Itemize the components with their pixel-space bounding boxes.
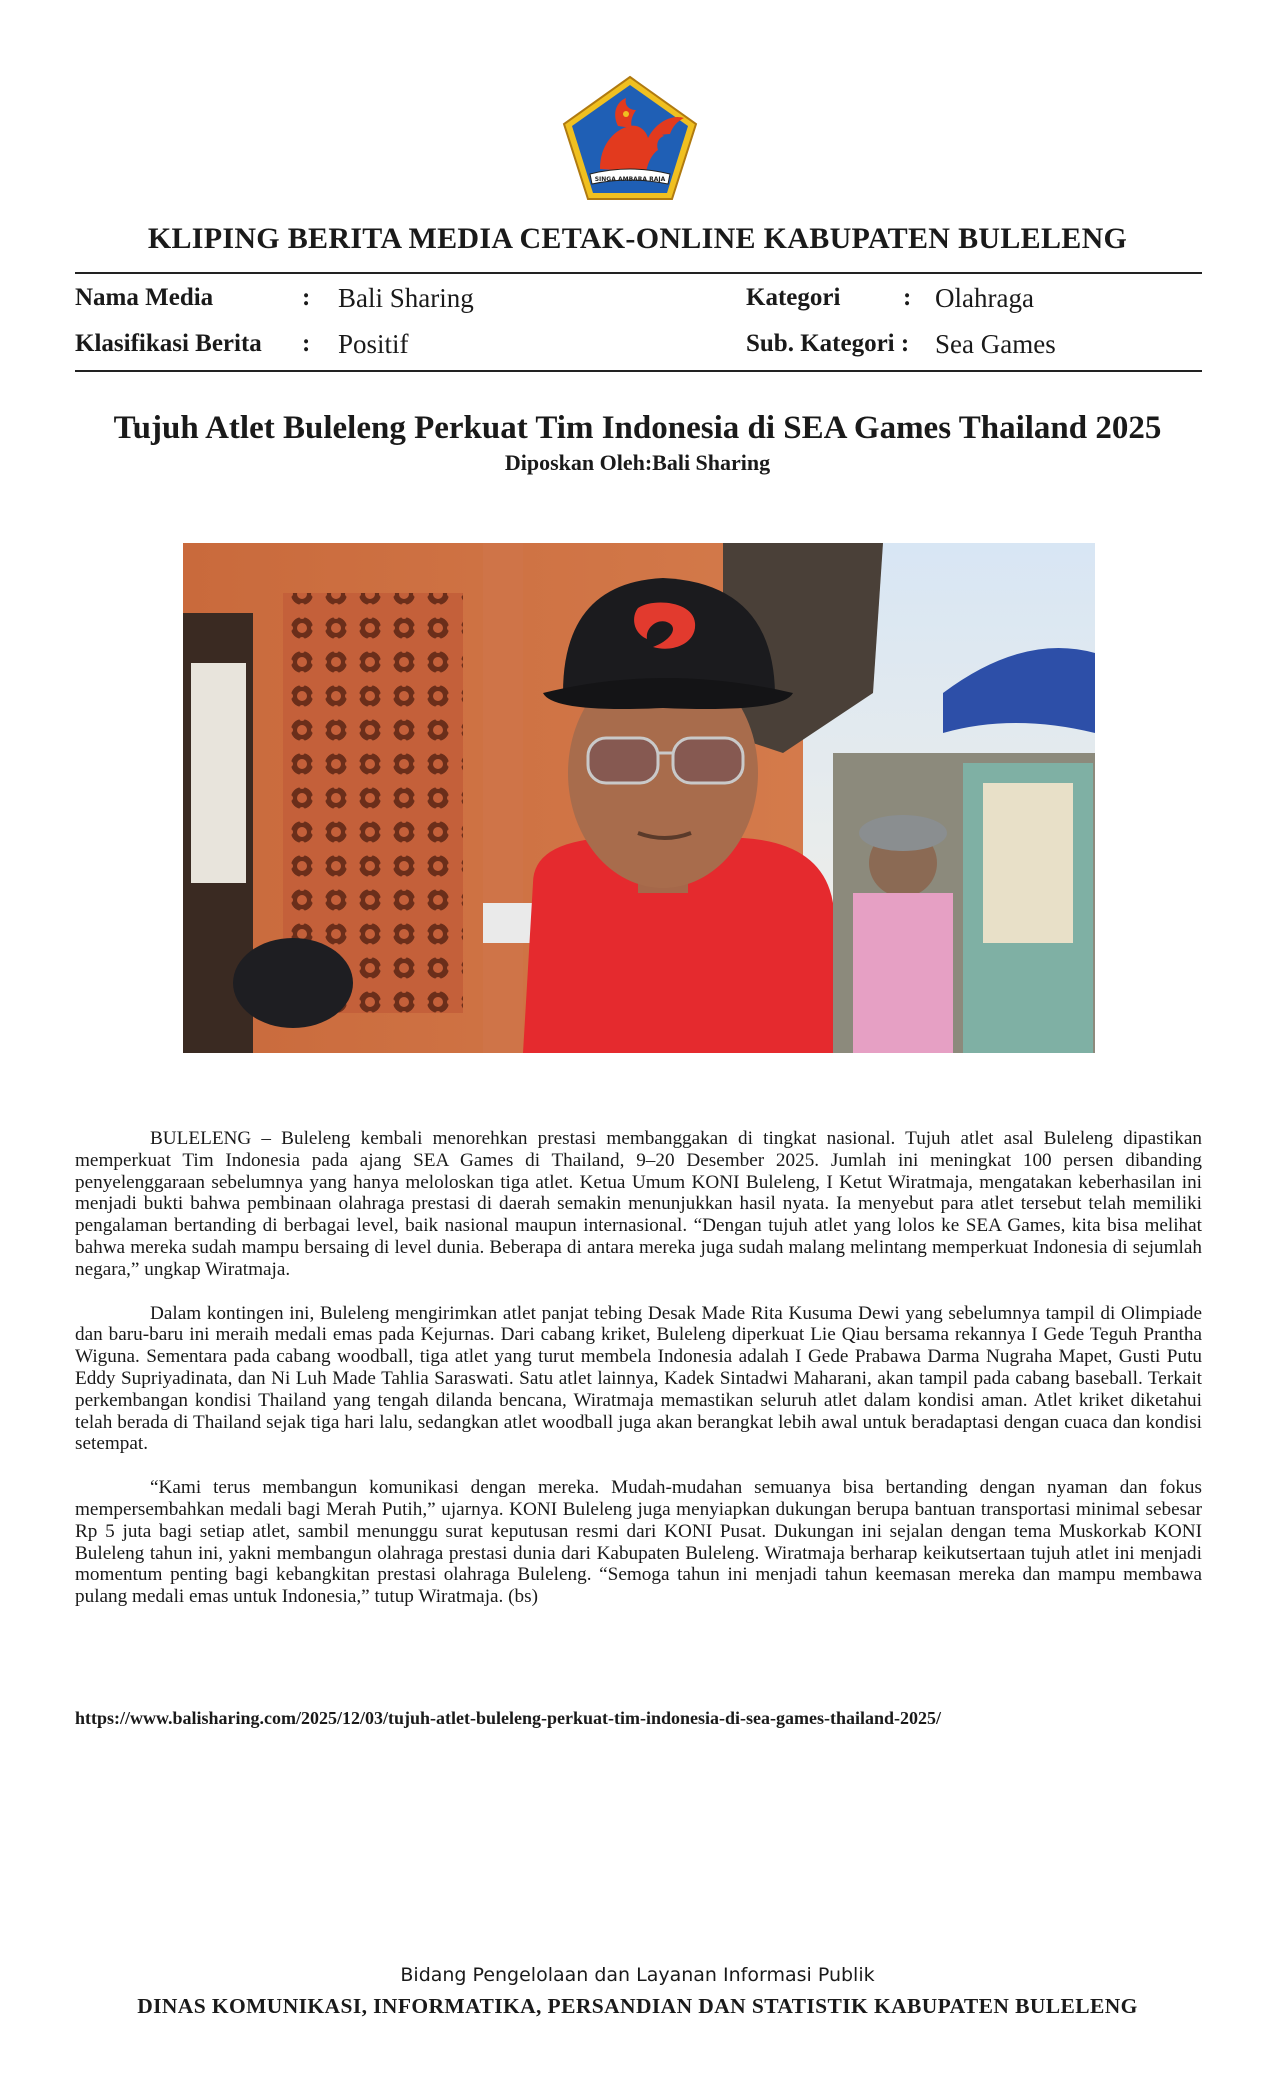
article-paragraph-2: Dalam kontingen ini, Buleleng mengirimkan atlet panjat tebing Desak Made Rita Kusuma Dewi yang sebelumnya tampil di Olimpiade dan baru-baru ini meraih medali emas pada Kejurnas. Dari cabang kriket, Buleleng diperkuat Lie Qiau bersama rekannya I Gede Teguh Prantha Wiguna. Sementara pada cabang woodball, tiga atlet yang turut membela Indonesia adalah I Gede Prabawa Darma Nugraha Mapet, Gusti Putu Eddy Supriyadinata, dan Ni Luh Made Tahlia Saraswati. Satu atlet lainnya, Kadek Sintadwi Maharani, akan tampil pada cabang baseball. Terkait perkembangan kondisi Thailand yang tengah dilanda bencana, Wiratmaja memastikan seluruh atlet dalam kondisi aman. Atlet kriket diketahui telah berada di Thailand sejak tiga hari lalu, sedangkan atlet woodball juga akan berangkat lebih awal untuk beradaptasi dengan cuaca dan kondisi setempat. bbox=[75, 1302, 1202, 1455]
media-colon: : bbox=[302, 284, 311, 311]
media-label: Nama Media bbox=[75, 284, 214, 311]
subkategori-value: Sea Games bbox=[935, 329, 1056, 359]
footer-agency: DINAS KOMUNIKASI, INFORMATIKA, PERSANDIAN DAN STATISTIK KABUPATEN BULELENG bbox=[137, 1994, 1138, 2018]
kategori-colon: : bbox=[903, 284, 912, 311]
header-divider-bottom bbox=[75, 370, 1202, 372]
article-title: Tujuh Atlet Buleleng Perkuat Tim Indonesia di SEA Games Thailand 2025 bbox=[113, 410, 1162, 446]
clipping-header-title: KLIPING BERITA MEDIA CETAK-ONLINE KABUPATEN BULELENG bbox=[147, 222, 1128, 255]
media-value: Bali Sharing bbox=[338, 283, 474, 313]
klasifikasi-label: Klasifikasi Berita bbox=[75, 330, 262, 357]
article-paragraph-1: BULELENG – Buleleng kembali menorehkan prestasi membanggakan di tingkat nasional. Tujuh atlet asal Buleleng dipastikan memperkuat Tim Indonesia pada ajang SEA Games di Thailand, 9–20 Desember 2025. Jumlah ini meningkat 100 persen dibanding penyelenggaraan sebelumnya yang hanya meloloskan tiga atlet. Ketua Umum KONI Buleleng, I Ketut Wiratmaja, mengatakan keberhasilan ini menjadi bukti bahwa pembinaan olahraga prestasi di daerah semakin menunjukkan hasil nyata. Ia menyebut para atlet tersebut telah memiliki pengalaman bertanding di berbagai level, baik nasional maupun internasional. “Dengan tujuh atlet yang lolos ke SEA Games, kita bisa melihat bahwa mereka sudah mampu bersaing di level dunia. Beberapa di antara mereka juga sudah malang melintang memperkuat Indonesia di sejumlah negara,” ungkap Wiratmaja. bbox=[75, 1128, 1202, 1280]
buleleng-emblem-logo bbox=[560, 74, 700, 202]
kategori-label: Kategori bbox=[746, 284, 841, 311]
kategori-value: Olahraga bbox=[935, 283, 1034, 313]
article-byline: Diposkan Oleh:Bali Sharing bbox=[504, 450, 771, 475]
subkategori-label: Sub. Kategori : bbox=[746, 330, 910, 357]
source-url: https://www.balisharing.com/2025/12/03/tujuh-atlet-buleleng-perkuat-tim-indonesia-di-sea-games-thailand-2025/ bbox=[75, 1708, 942, 1728]
header-divider-top bbox=[75, 272, 1202, 274]
article-paragraph-3: “Kami terus membangun komunikasi dengan mereka. Mudah-mudahan semuanya bisa bertanding dengan nyaman dan fokus mempersembahkan medali bagi Merah Putih,” ujarnya. KONI Buleleng juga menyiapkan dukungan berupa bantuan transportasi minimal sebesar Rp 5 juta bagi setiap atlet, sambil menunggu surat keputusan resmi dari KONI Pusat. Dukungan ini sejalan dengan tema Muskorkab KONI Buleleng tahun ini, yakni membangun olahraga prestasi dunia dari Kabupaten Buleleng. Wiratmaja berharap keikutsertaan tujuh atlet ini menjadi momentum penting bagi kebangkitan prestasi olahraga Buleleng. “Semoga tahun ini menjadi tahun keemasan mereka dan mampu membawa pulang medali emas untuk Indonesia,” tutup Wiratmaja. (bs) bbox=[75, 1477, 1202, 1608]
footer-division: Bidang Pengelolaan dan Layanan Informasi Publik bbox=[400, 1964, 875, 1986]
klasifikasi-value: Positif bbox=[338, 329, 409, 359]
logo-motto: SINGA AMBARA RAJA bbox=[594, 176, 666, 183]
klasifikasi-colon: : bbox=[302, 330, 311, 357]
article-body bbox=[75, 1128, 1202, 1630]
article-photo bbox=[183, 543, 1095, 1053]
